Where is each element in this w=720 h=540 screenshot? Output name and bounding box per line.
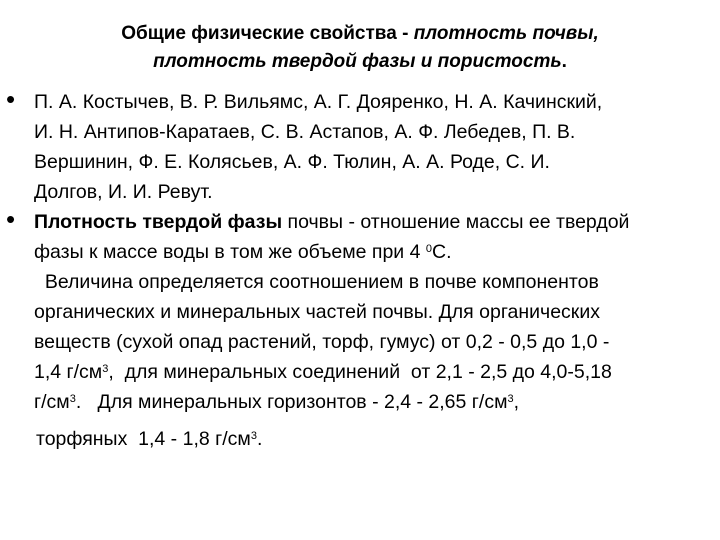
bullet-icon: • — [6, 204, 16, 234]
authors-line: Долгов, И. И. Ревут. — [34, 181, 213, 203]
peat-period: . — [256, 428, 263, 450]
definition-term: Плотность твердой фазы — [34, 211, 283, 233]
peat-line — [36, 424, 704, 454]
title-italic-text-2: плотность твердой фазы и пористость — [153, 51, 562, 72]
magnitude-line: Величина определяется соотношением в почве компонентов — [34, 271, 599, 293]
cube-superscript: 3 — [69, 393, 76, 405]
authors-line: П. А. Костычев, В. Р. Вильямс, А. Г. Дояренко, Н. А. Качинский, — [34, 91, 603, 113]
title-line-1 — [60, 20, 660, 48]
cube-superscript: 3 — [102, 363, 109, 375]
definition-line-2 — [34, 237, 702, 267]
definition-unit: С. — [432, 241, 452, 263]
magnitude-line-4 — [34, 357, 702, 387]
authors-line: Вершинин, Ф. Е. Колясьев, А. Ф. Тюлин, А. А. Роде, С. И. — [34, 151, 550, 173]
degree-superscript: 0 — [425, 243, 433, 255]
magnitude-text: . Для минеральных горизонтов - 2,4 - 2,65 г/см — [75, 391, 508, 413]
definition-text-2: фазы к массе воды в том же объеме при 4 — [34, 241, 426, 263]
peat-text: торфяных 1,4 - 1,8 г/см — [36, 428, 251, 450]
magnitude-text: г/см — [34, 391, 70, 413]
definition-text: почвы - отношение массы ее твердой — [282, 211, 630, 233]
cube-superscript: 3 — [250, 430, 257, 442]
magnitude-text: 1,4 г/см — [34, 361, 103, 383]
bullet-icon: • — [6, 84, 16, 114]
authors-paragraph — [34, 87, 702, 207]
authors-line: И. Н. Антипов-Каратаев, С. В. Астапов, А. Ф. Лебедев, П. В. — [34, 121, 576, 143]
magnitude-line: органических и минеральных частей почвы. Для органических — [34, 301, 600, 323]
magnitude-paragraph — [34, 267, 702, 417]
definition-line-1 — [34, 207, 702, 237]
title-italic-text: плотность почвы, — [413, 23, 599, 44]
slide-title — [60, 20, 660, 76]
magnitude-text: , — [513, 391, 520, 413]
title-normal-text: Общие физические свойства - — [121, 23, 414, 44]
cube-superscript: 3 — [507, 393, 514, 405]
title-period: . — [561, 51, 567, 72]
magnitude-text: , для минеральных соединений от 2,1 - 2,5 до 4,0-5,18 — [108, 361, 612, 383]
title-line-2 — [60, 48, 660, 76]
magnitude-line: веществ (сухой опад растений, торф, гумус) от 0,2 - 0,5 до 1,0 - — [34, 331, 610, 353]
definition-paragraph — [34, 207, 702, 267]
magnitude-line-5 — [34, 387, 702, 417]
